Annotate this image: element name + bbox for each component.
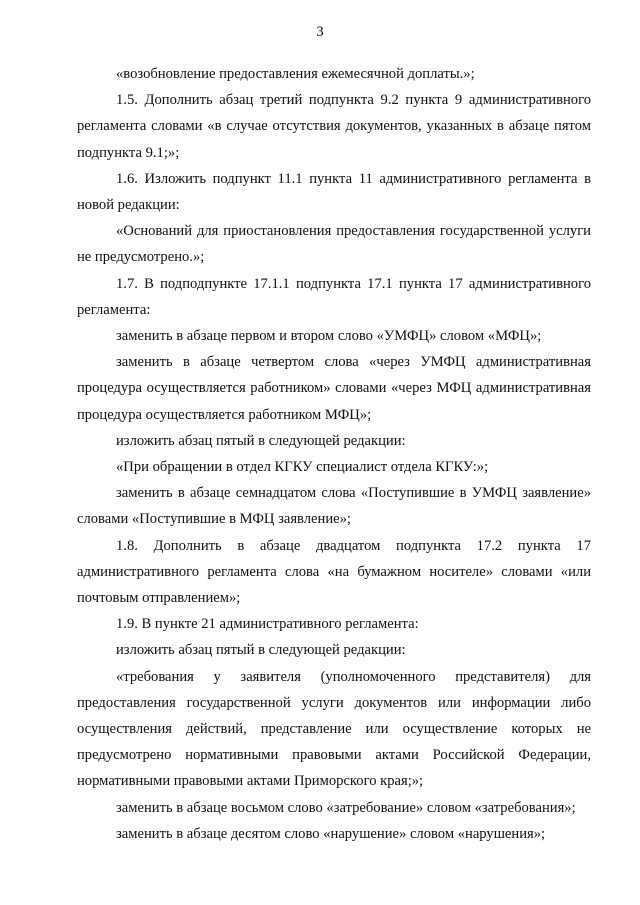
paragraph: заменить в абзаце восьмом слово «затребованиe» словом «затребования»; [116,799,576,816]
paragraph: заменить в абзаце десятом слово «нарушение» словом «нарушения»; [116,825,546,842]
paragraph: изложить абзац пятый в следующей редакции: [116,642,406,659]
page-number: 3 [316,24,324,40]
paragraph: «возобновление предоставления ежемесячной доплаты.»; [116,66,475,82]
document-body [77,61,591,847]
paragraph: изложить абзац пятый в следующей редакции: [116,432,406,449]
paragraph: «Оснований для приостановления предоставления государственной услуги не предусмотрено.»; [77,223,591,266]
paragraph: заменить в абзаце четвертом слова «через УМФЦ административная процедура осуществляется работником» словами «через МФЦ административная процедура осуществляется работником МФЦ»; [77,354,591,423]
paragraph: заменить в абзаце первом и втором слово «УМФЦ» словом «МФЦ»; [116,328,542,345]
paragraph: заменить в абзаце семнадцатом слова «Поступившие в УМФЦ заявление» словами «Поступившие в МФЦ заявление»; [77,485,591,528]
paragraph: 1.5. Дополнить абзац третий подпункта 9.2 пункта 9 административного регламента словами «в случае отсутствия документов, указанных в абзаце пятом подпункта 9.1;»; [77,92,591,161]
paragraph: «требования у заявителя (уполномоченного представителя) для предоставления государственной услуги документов или информации либо осуществления действий, представление или осуществление которых не предусмотрено нормативными правовыми актами Российской Федерации, нормативными правовыми актами Приморского края;»; [77,668,591,790]
paragraph: «При обращении в отдел КГКУ специалист отдела КГКУ:»; [116,459,489,476]
paragraph: 1.9. В пункте 21 административного регламента: [116,616,419,633]
paragraph: 1.8. Дополнить в абзаце двадцатом подпункта 17.2 пункта 17 административного регламента слова «на бумажном носителе» словами «или почтовым отправлением»; [77,537,591,607]
paragraph: 1.7. В подподпункте 17.1.1 подпункта 17.1 пункта 17 административного регламента: [77,275,591,318]
paragraph: 1.6. Изложить подпункт 11.1 пункта 11 административного регламента в новой редакции: [77,170,591,214]
